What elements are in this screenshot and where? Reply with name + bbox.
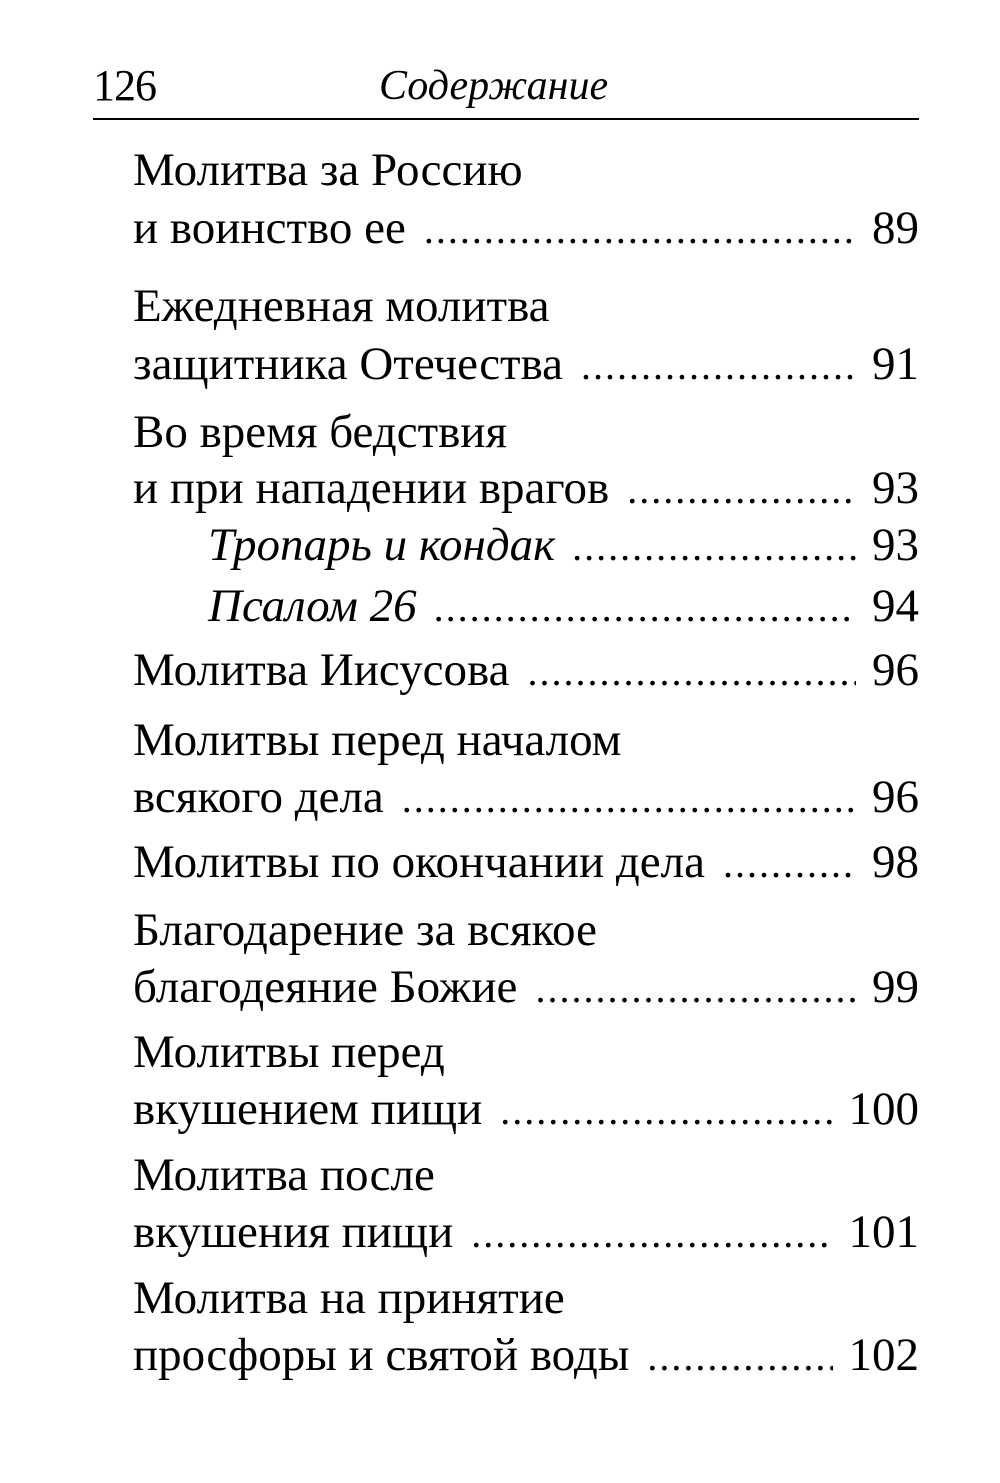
toc-entry-line: Ежедневная молитва xyxy=(133,280,550,332)
dot-leader xyxy=(500,1081,832,1141)
dot-leader xyxy=(581,336,856,396)
toc-page-number: 93 xyxy=(872,462,919,514)
toc-entry-title: вкушением пищи xyxy=(133,1083,483,1135)
toc-entry-line xyxy=(133,767,919,827)
toc-page-number: 93 xyxy=(872,519,919,571)
toc-entry-title: Тропарь и кондак xyxy=(208,519,556,571)
toc-entry-line xyxy=(133,957,919,1017)
toc-entry-line xyxy=(133,1202,919,1262)
toc-entry-line xyxy=(133,832,919,892)
toc-page-number: 96 xyxy=(872,644,919,696)
dot-leader xyxy=(535,959,856,1019)
toc-entry-line: Молитва после xyxy=(133,1149,435,1201)
dot-leader xyxy=(471,1204,832,1264)
toc-page-number: 91 xyxy=(872,338,919,390)
toc-entry-title: благодеяние Божие xyxy=(133,961,518,1013)
toc-entry-line: Молитвы перед xyxy=(133,1026,445,1078)
toc-entry-title: и воинство ее xyxy=(133,202,406,254)
dot-leader xyxy=(723,834,856,894)
toc-page-number: 100 xyxy=(848,1083,919,1135)
dot-leader xyxy=(402,769,856,829)
toc-entry-line xyxy=(133,1079,919,1139)
toc-entry-line xyxy=(133,334,919,394)
toc-entry-title: и при нападении врагов xyxy=(133,462,610,514)
toc-entry-title: Молитвы по окончании дела xyxy=(133,836,705,888)
dot-leader xyxy=(627,460,856,520)
toc-page-number: 89 xyxy=(872,202,919,254)
toc-entry-line: Молитва за Россию xyxy=(133,144,523,196)
toc-page-number: 98 xyxy=(872,836,919,888)
dot-leader xyxy=(647,1327,832,1387)
toc-page-number: 99 xyxy=(872,961,919,1013)
page-header xyxy=(93,52,919,120)
toc-entry-title: просфоры и святой воды xyxy=(133,1329,630,1381)
toc-entry-line xyxy=(133,198,919,258)
dot-leader xyxy=(573,517,856,577)
toc-entry-title: защитника Отечества xyxy=(133,338,564,390)
toc-entry-line: Благодарение за всякое xyxy=(133,904,597,956)
dot-leader xyxy=(424,200,856,260)
toc-entry-title: Молитва Иисусова xyxy=(133,644,510,696)
toc-entry-line xyxy=(133,640,919,700)
toc-page-number: 101 xyxy=(848,1206,919,1258)
dot-leader xyxy=(435,578,856,638)
toc-entry-line xyxy=(133,1325,919,1385)
toc-entry-line xyxy=(208,515,919,575)
page-number: 126 xyxy=(93,61,156,110)
toc-entry-line xyxy=(208,576,919,636)
dot-leader xyxy=(527,642,856,702)
toc-page-number: 102 xyxy=(848,1329,919,1381)
toc-entry-line: Во время бедствия xyxy=(133,406,508,458)
toc-entry-title: Псалом 26 xyxy=(208,580,417,632)
toc-page-number: 96 xyxy=(872,771,919,823)
toc-entry-line xyxy=(133,458,919,518)
toc-entry-line: Молитвы перед началом xyxy=(133,714,622,766)
running-title: Содержание xyxy=(379,63,609,109)
toc-entry-title: всякого дела xyxy=(133,771,384,823)
toc-page-number: 94 xyxy=(872,580,919,632)
toc-entry-line: Молитва на принятие xyxy=(133,1272,565,1324)
toc-entry-title: вкушения пищи xyxy=(133,1206,454,1258)
